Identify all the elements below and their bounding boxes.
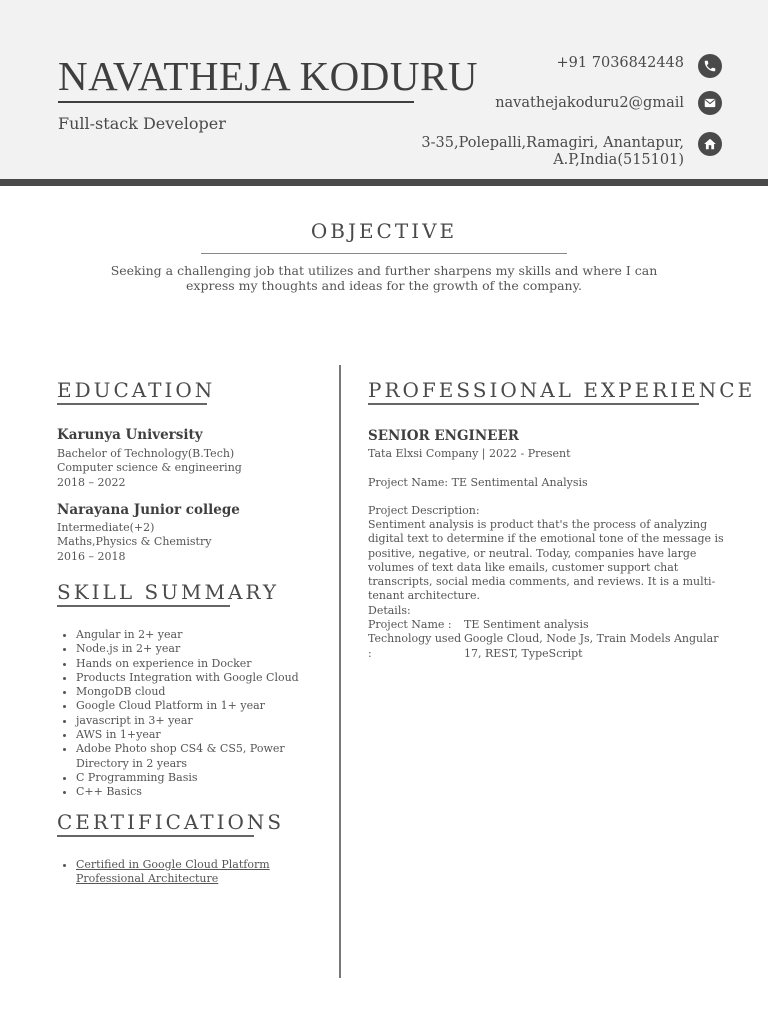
list-item: • Adobe Photo shop CS4 & CS5, Power Directory in 2 years [76, 742, 316, 771]
details-label: Details: [368, 604, 411, 617]
candidate-role: Full-stack Developer [58, 114, 226, 133]
certifications-list [58, 858, 316, 887]
objective-text [110, 263, 658, 293]
certifications-underline [57, 835, 254, 837]
list-item: • Google Cloud Platform in 1+ year [76, 699, 316, 713]
phone-icon [698, 54, 722, 78]
address-line-2: A.P,India(515101) [553, 152, 684, 168]
education-years: 2018 – 2022 [57, 475, 126, 489]
candidate-name: NAVATHEJA KODURU [58, 53, 478, 99]
experience-heading: PROFESSIONAL EXPERIENCE [368, 378, 756, 402]
certifications-heading: CERTIFICATIONS [57, 810, 285, 834]
home-icon [698, 132, 722, 156]
name-underline [58, 101, 414, 103]
project-description-label: Project Description: [368, 504, 480, 517]
contact-address [421, 135, 684, 169]
list-item: • Node.js in 2+ year [76, 642, 316, 656]
education-degree: Intermediate(+2) [57, 521, 155, 534]
contact-phone: +91 7036842448 [556, 55, 684, 71]
details-key: Project Name : [368, 618, 452, 631]
list-item: • MongoDB cloud [76, 685, 316, 699]
details-block [368, 618, 736, 661]
header-divider-bar [0, 179, 768, 186]
details-key: Technology used : [368, 632, 462, 660]
contact-email: navathejakoduru2@gmail [495, 95, 684, 111]
list-item: • Angular in 2+ year [76, 628, 316, 642]
list-item: • Products Integration with Google Cloud [76, 671, 316, 685]
skills-list [58, 628, 316, 800]
education-heading: EDUCATION [57, 378, 216, 402]
objective-line-2: express my thoughts and ideas for the growth of the company. [186, 278, 582, 293]
certification-link[interactable]: Certified in Google Cloud Platform Professional Architecture [76, 858, 270, 886]
education-details [57, 447, 242, 490]
education-field: Maths,Physics & Chemistry [57, 535, 212, 549]
education-institution: Narayana Junior college [57, 502, 240, 518]
company-line: Tata Elxsi Company | 2022 - Present [368, 447, 571, 460]
skills-heading: SKILL SUMMARY [57, 580, 280, 604]
details-value: Google Cloud, Node Js, Train Models Angular 17, REST, TypeScript [464, 632, 719, 660]
list-item: • Hands on experience in Docker [76, 657, 316, 671]
project-description: Sentiment analysis is product that's the process of analyzing digital text to determine if the emotional tone of the message is positive, negative, or neutral. Today, companies have large volumes of text data like emails, customer support chat transcripts, social media comments, and reviews. It is a multi-tenant architecture. [368, 518, 724, 603]
education-degree: Bachelor of Technology(B.Tech) [57, 447, 235, 460]
project-name-line: Project Name: TE Sentimental Analysis [368, 476, 588, 489]
experience-underline [368, 403, 699, 405]
list-item: • C++ Basics [76, 785, 316, 799]
education-details [57, 521, 211, 564]
list-item: • javascript in 3+ year [76, 714, 316, 728]
education-institution: Karunya University [57, 427, 203, 443]
address-line-1: 3-35,Polepalli,Ramagiri, Anantapur, [421, 135, 684, 151]
details-value: TE Sentiment analysis [464, 618, 589, 631]
list-item: • C Programming Basis [76, 771, 316, 785]
column-divider [339, 365, 341, 978]
objective-line-1: Seeking a challenging job that utilizes and further sharpens my skills and where I can [110, 263, 658, 278]
list-item: • AWS in 1+year [76, 728, 316, 742]
education-years: 2016 – 2018 [57, 549, 126, 563]
education-field: Computer science & engineering [57, 461, 242, 475]
details-row [368, 632, 736, 661]
details-row [368, 618, 736, 632]
mail-icon [698, 91, 722, 115]
job-title: SENIOR ENGINEER [368, 428, 519, 444]
objective-underline [201, 253, 567, 254]
list-item [76, 858, 316, 887]
objective-heading: OBJECTIVE [310, 219, 458, 243]
skills-underline [57, 605, 230, 607]
education-underline [57, 403, 207, 405]
